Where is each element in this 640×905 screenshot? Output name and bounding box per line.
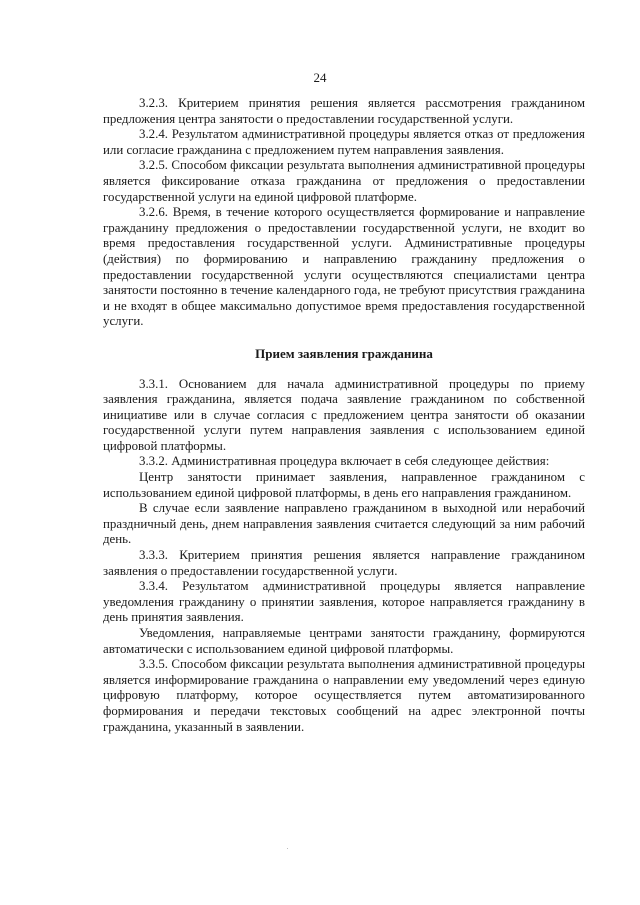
paragraph-3-2-5: 3.2.5. Способом фиксации результата выполнения административной процедуры является фиксирование отказа гражданина от предложения о предоставлении государственной услуги на единой цифровой платформе. <box>103 158 585 204</box>
document-body <box>103 96 585 735</box>
paragraph-center-accepts: Центр занятости принимает заявления, направленное гражданином с использованием единой цифровой платформы, в день его направления гражданином. <box>103 470 585 500</box>
paragraph-3-3-4: 3.3.4. Результатом административной процедуры является направление уведомления гражданину о принятии заявления, которое направляется гражданину в день принятия заявления. <box>103 579 585 625</box>
paragraph-3-2-4: 3.2.4. Результатом административной процедуры является отказ от предложения или согласие гражданина с предложением путем направления заявления. <box>103 127 585 157</box>
paragraph-weekend-rule: В случае если заявление направлено гражданином в выходной или нерабочий праздничный день, днем направления заявления считается следующий за ним рабочий день. <box>103 501 585 547</box>
scan-speck <box>287 848 288 849</box>
paragraph-3-3-5: 3.3.5. Способом фиксации результата выполнения административной процедуры является информирование гражданина о направлении ему уведомлений через единую цифровую платформу, которое осуществляется путем автоматизированного формирования и передачи текстовых сообщений на адрес электронной почты гражданина, указанный в заявлении. <box>103 657 585 734</box>
paragraph-notifications: Уведомления, направляемые центрами занятости гражданину, формируются автоматически с использованием единой цифровой платформы. <box>103 626 585 656</box>
paragraph-3-3-2: 3.3.2. Административная процедура включает в себя следующее действия: <box>139 454 550 469</box>
page-number: 24 <box>313 70 327 85</box>
paragraph-3-3-1: 3.3.1. Основанием для начала административной процедуры по приему заявления гражданина, является подача заявление гражданином по собственной инициативе или в случае согласия с предложением центра занятости об оказании государственной услуги путем направления заявления с использованием единой цифровой платформы. <box>103 376 585 453</box>
paragraph-3-3-3: 3.3.3. Критерием принятия решения является направление гражданином заявления о предоставлении государственной услуги. <box>103 548 585 578</box>
paragraph-3-2-3: 3.2.3. Критерием принятия решения является рассмотрения гражданином предложения центра занятости о предоставлении государственной услуги. <box>103 96 585 126</box>
section-heading: Прием заявления гражданина <box>255 345 433 361</box>
paragraph-3-2-6: 3.2.6. Время, в течение которого осуществляется формирование и направление гражданину предложения о предоставлении государственной услуги, не входит во время предоставления государственной услуги. Административные процедуры (действия) по формированию и направлению гражданину предложения о предоставлении государственной услуги осуществляются специалистами центра занятости постоянно в течение календарного года, не требуют присутствия гражданина и не входят в общее максимально допустимое время предоставления государственной услуги. <box>103 205 585 329</box>
